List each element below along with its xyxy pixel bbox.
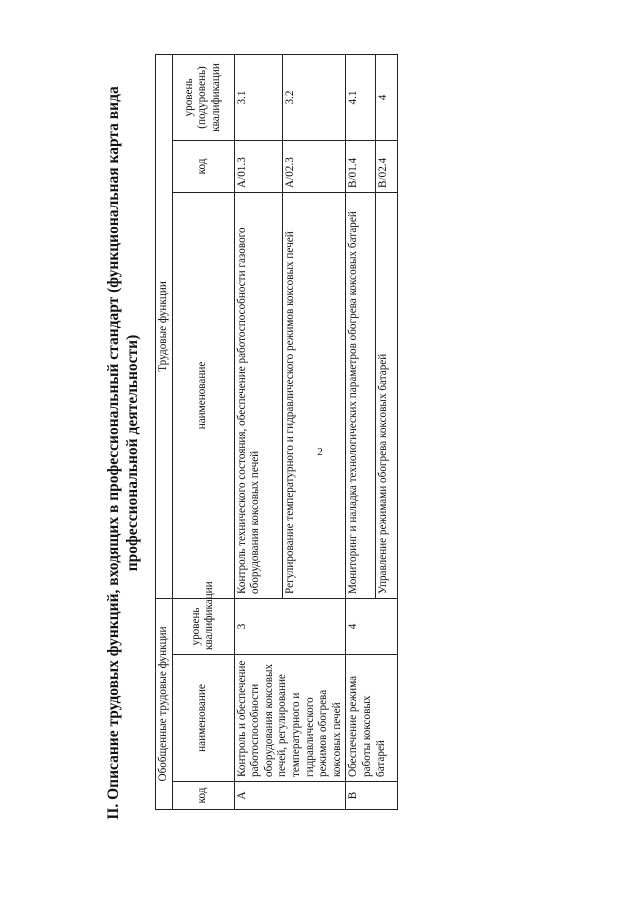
function-b2-level: 4: [376, 54, 398, 140]
header-tf-level: уровень (подуровень) квалификации: [172, 54, 234, 140]
group-b-level: 4: [346, 598, 398, 654]
function-a2-name: Регулирование температурного и гидравлического режимов коксовых печей: [282, 192, 346, 598]
function-a2-code: A/02.3: [282, 140, 346, 192]
function-a1-code: A/01.3: [234, 140, 282, 192]
header-tf-code: код: [172, 140, 234, 192]
header-gen-name: наименование: [172, 654, 234, 781]
function-b1-level: 4.1: [346, 54, 376, 140]
function-b1-code: B/01.4: [346, 140, 376, 192]
header-gen-code: код: [172, 781, 234, 809]
table-row: [234, 54, 282, 809]
functional-map-table: [155, 53, 398, 809]
table-row: [346, 54, 376, 809]
header-tf-name: наименование: [172, 192, 234, 598]
header-labor-functions: Трудовые функции: [156, 54, 173, 598]
header-row-groups: [156, 54, 173, 809]
group-a-name: Контроль и обеспечение работоспособности оборудования коксовых печей, регулирование температурного и гидравлического режимов обогрева коксовых печей: [234, 654, 346, 781]
group-b-name: Обеспечение режима работы коксовых батарей: [346, 654, 398, 781]
function-b1-name: Мониторинг и наладка технологических параметров обогрева коксовых батарей: [346, 192, 376, 598]
section-title-line1: II. Описание трудовых функций, входящих в профессиональный стандарт (функциональная карта вида: [105, 85, 122, 820]
page-number: 2: [317, 446, 323, 458]
function-b2-code: B/02.4: [376, 140, 398, 192]
section-title-line2: профессиональной деятельности): [124, 334, 141, 571]
function-a1-name: Контроль технического состояния, обеспечение работоспособности газового оборудования коксовых печей: [234, 192, 282, 598]
function-a2-level: 3.2: [282, 54, 346, 140]
header-row-columns: [172, 54, 234, 809]
function-b2-name: Управление режимами обогрева коксовых батарей: [376, 192, 398, 598]
header-gen-level: уровень квалификации: [172, 598, 234, 654]
function-a1-level: 3.1: [234, 54, 282, 140]
group-b-code: B: [346, 781, 398, 809]
rotated-page-content: [100, 48, 540, 858]
header-generalized-functions: Обобщенные трудовые функции: [156, 598, 173, 809]
section-title: [104, 48, 142, 858]
group-a-level: 3: [234, 598, 346, 654]
group-a-code: A: [234, 781, 346, 809]
